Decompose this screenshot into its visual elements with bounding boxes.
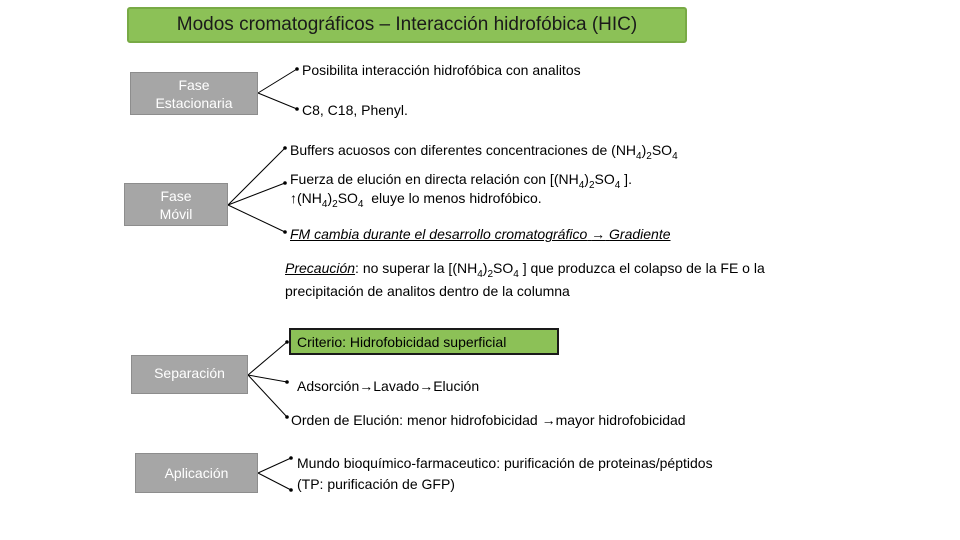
- sep-item-orden: Orden de Elución: menor hidrofobicidad →mayor hidrofobicidad: [291, 412, 686, 428]
- right-arrow-icon: →: [541, 412, 556, 428]
- node-fase-estacionaria-line2: Estacionaria: [155, 94, 233, 111]
- sep-item-etapas: Adsorción→Lavado→Elución: [297, 378, 480, 394]
- connector-fm-1: [228, 148, 285, 205]
- node-fase-movil-line2: Móvil: [159, 205, 193, 222]
- node-fase-movil-line1: Fase: [160, 187, 192, 204]
- connector-fm-3: [228, 205, 285, 232]
- right-arrow-icon: →: [591, 226, 606, 242]
- fm-item-gradiente: FM cambia durante el desarrollo cromatográfico → Gradiente: [290, 226, 671, 242]
- precaucion-line2: precipitación de analitos dentro de la columna: [285, 283, 570, 299]
- node-aplicacion-label: Aplicación: [164, 465, 229, 481]
- connector-fm-2: [228, 183, 285, 205]
- connector-fe-2: [258, 93, 297, 109]
- fe-item-columnas: C8, C18, Phenyl.: [302, 102, 408, 118]
- connector-sep-1: [248, 342, 287, 375]
- node-separacion-label: Separación: [154, 365, 225, 381]
- right-arrow-icon: →: [419, 378, 434, 394]
- fm-item-fuerza-line2: $↑(NH_4)_2SO_4$ eluye lo menos hidrofóbico.: [290, 190, 542, 210]
- fm-item-fuerza-line1: Fuerza de elución en directa relación con [$(NH_4)_2SO_4$ ].: [290, 171, 632, 191]
- fe-item-interaccion: Posibilita interacción hidrofóbica con analitos: [302, 62, 581, 78]
- criterio-box: [289, 328, 559, 355]
- up-arrow-icon: ↑: [290, 190, 297, 206]
- node-fase-movil: [124, 183, 228, 226]
- node-fase-estacionaria: [130, 72, 258, 115]
- criterio-label: Criterio: Hidrofobicidad superficial: [297, 333, 507, 350]
- node-aplicacion: [135, 453, 258, 493]
- connector-apl-1: [258, 458, 291, 473]
- slide-title: Modos cromatográficos – Interacción hidrofóbica (HIC): [127, 7, 687, 43]
- apl-item-line1: Mundo bioquímico-farmaceutico: purificación de proteinas/péptidos: [297, 455, 713, 471]
- node-separacion: [131, 355, 248, 394]
- connector-apl-2: [258, 473, 291, 490]
- precaucion-line1: Precaución: no superar la [$(NH_4)_2SO_4$ ] que produzca el colapso de la FE o la: [285, 260, 765, 280]
- node-fase-estacionaria-line1: Fase: [178, 76, 210, 93]
- fm-item-buffers: Buffers acuosos con diferentes concentraciones de $(NH_4)_2SO_4$: [290, 142, 678, 162]
- connector-fe-1: [258, 69, 297, 93]
- apl-item-line2: (TP: purificación de GFP): [297, 476, 455, 492]
- right-arrow-icon: →: [359, 378, 374, 394]
